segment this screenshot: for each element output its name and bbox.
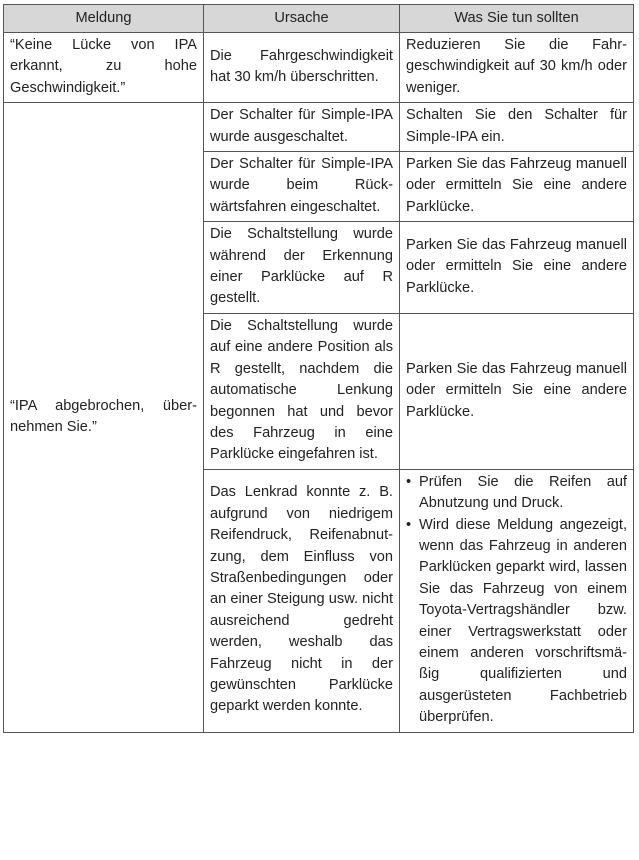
message-cell: “Keine Lücke von IPA erkannt, zu hohe Geschwindigkeit.”: [4, 33, 204, 103]
message-table: [3, 4, 634, 733]
action-cell: [400, 469, 634, 732]
table-row: [4, 33, 634, 103]
action-cell: Reduzieren Sie die Fahrgeschwindigkeit auf 30 km/h oder weniger.: [400, 33, 634, 103]
cause-cell: Das Lenkrad konnte z. B. aufgrund von niedrigem Reifendruck, Reifenabnutzung, dem Einfluss von Straßenbedingungen oder an einer Steigung usw. nicht ausreichend gedreht werden, weshalb das Fahrzeug nicht in der gewünschten Parklücke geparkt werden konnte.: [204, 469, 400, 732]
message-cell: “IPA abgebrochen, übernehmen Sie.”: [4, 103, 204, 732]
cause-cell: Die Schaltstellung wurde auf eine andere Position als R gestellt, nachdem die automatische Lenkung begonnen hat und bevor des Fahrzeug in eine Parklücke eingefahren ist.: [204, 313, 400, 469]
table-row: [4, 103, 634, 152]
action-cell: Parken Sie das Fahrzeug manuell oder ermitteln Sie eine andere Parklücke.: [400, 152, 634, 222]
cause-cell: Die Fahrgeschwindigkeit hat 30 km/h überschritten.: [204, 33, 400, 103]
cause-cell: Der Schalter für Simple-IPA wurde beim Rückwärtsfahren eingeschaltet.: [204, 152, 400, 222]
list-item: • Wird diese Meldung angezeigt, wenn das Fahrzeug in anderen Parklücken geparkt wird, lassen Sie das Fahrzeug von einem Toyota-Vertragshändler bzw. einer Vertragswerkstatt oder einem anderen vorschriftsmäßig qualifizierten und ausgerüsteten Fachbetrieb überprüfen.: [406, 515, 627, 729]
cause-cell: Der Schalter für Simple-IPA wurde ausgeschaltet.: [204, 103, 400, 152]
list-item: • Prüfen Sie die Reifen auf Abnutzung und Druck.: [406, 472, 627, 515]
table-header-row: [4, 5, 634, 33]
action-bullet-list: [406, 472, 627, 729]
header-meldung: Meldung: [4, 5, 204, 33]
cause-cell: Die Schaltstellung wurde während der Erkennung einer Parklücke auf R gestellt.: [204, 222, 400, 314]
header-was-sie-tun-sollten: Was Sie tun sollten: [400, 5, 634, 33]
action-cell: Schalten Sie den Schalter für Simple-IPA ein.: [400, 103, 634, 152]
action-cell: Parken Sie das Fahrzeug manuell oder ermitteln Sie eine andere Parklücke.: [400, 222, 634, 314]
action-cell: Parken Sie das Fahrzeug manuell oder ermitteln Sie eine andere Parklücke.: [400, 313, 634, 469]
header-ursache: Ursache: [204, 5, 400, 33]
